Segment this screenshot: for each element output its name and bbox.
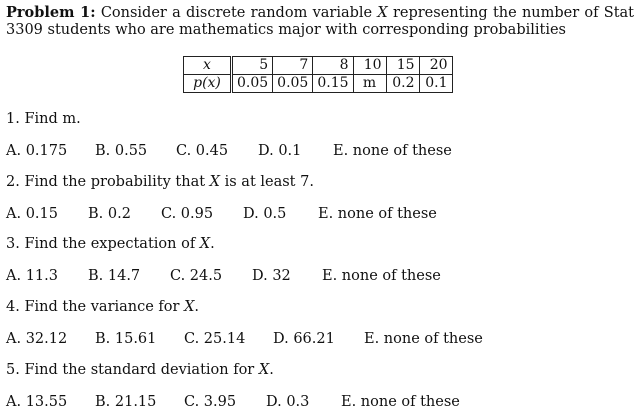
question-2-option-b: B. 0.2 — [88, 206, 131, 222]
question-4-prompt — [6, 298, 199, 316]
question-4-option-d: D. 66.21 — [273, 331, 335, 347]
table-row-x — [184, 57, 453, 75]
question-2-prompt-text: 2. Find the probability that — [6, 174, 206, 190]
table-cell-x: 5 — [232, 57, 273, 75]
table-cell-p: 0.15 — [313, 75, 353, 93]
problem-label: Problem 1: — [6, 4, 96, 21]
question-4-option-a: A. 32.12 — [6, 331, 68, 347]
table-cell-x: 8 — [313, 57, 353, 75]
question-4-prompt-text: 4. Find the variance for — [6, 299, 180, 315]
table-cell-p: 0.05 — [273, 75, 313, 93]
question-3-prompt-end: . — [210, 236, 215, 252]
table-cell-x: 10 — [353, 57, 386, 75]
problem-variable: X — [377, 5, 388, 21]
table-cell-p: 0.05 — [232, 75, 273, 93]
question-5-option-b: B. 21.15 — [95, 394, 157, 410]
question-4-option-c: C. 25.14 — [184, 331, 246, 347]
question-4-option-b: B. 15.61 — [95, 331, 157, 347]
question-4-option-e: E. none of these — [364, 331, 483, 347]
table-cell-x: 15 — [386, 57, 419, 75]
table-header-x: x — [184, 57, 232, 75]
question-3-option-a: A. 11.3 — [6, 268, 58, 284]
question-5-option-d: D. 0.3 — [266, 394, 310, 410]
question-1-option-a: A. 0.175 — [6, 143, 68, 159]
question-3-option-b: B. 14.7 — [88, 268, 141, 284]
question-3-option-d: D. 32 — [252, 268, 291, 284]
question-2-prompt — [6, 173, 314, 191]
question-1-option-d: D. 0.1 — [258, 143, 302, 159]
question-1-option-c: C. 0.45 — [176, 143, 229, 159]
question-5-variable: X — [258, 362, 270, 378]
question-3-prompt — [6, 235, 215, 253]
question-5-prompt-text: 5. Find the standard deviation for — [6, 362, 255, 378]
problem-statement — [6, 4, 634, 39]
question-5-option-a: A. 13.55 — [6, 394, 68, 410]
problem-text-1-end: representing the number of Stat 3309 — [6, 5, 634, 38]
table-cell-x: 20 — [419, 57, 452, 75]
question-1-option-e: E. none of these — [333, 143, 452, 159]
question-3-prompt-text: 3. Find the expectation of — [6, 236, 196, 252]
question-5-prompt — [6, 361, 274, 379]
question-3-option-c: C. 24.5 — [170, 268, 223, 284]
question-4-prompt-end: . — [194, 299, 200, 315]
question-2-prompt-end: is at least 7. — [224, 174, 314, 190]
question-5-option-c: C. 3.95 — [184, 394, 237, 410]
table-header-p: p(x) — [184, 75, 232, 93]
table-cell-p: 0.2 — [386, 75, 419, 93]
problem-text-2: students who are mathematics major with corresponding probabilities — [47, 22, 566, 38]
question-2-option-e: E. none of these — [318, 206, 437, 222]
question-5-option-e: E. none of these — [341, 394, 460, 410]
question-2-variable: X — [209, 174, 220, 190]
question-1-prompt: 1. Find m. — [6, 111, 81, 127]
question-2-option-a: A. 0.15 — [6, 206, 58, 222]
table-cell-p: m — [353, 75, 386, 93]
question-1-option-b: B. 0.55 — [95, 143, 148, 159]
table-cell-p: 0.1 — [419, 75, 452, 93]
probability-table — [183, 56, 453, 93]
table-row-p — [184, 75, 453, 93]
problem-text-1: Consider a discrete random variable — [100, 5, 373, 21]
question-2-option-c: C. 0.95 — [161, 206, 214, 222]
table-cell-x: 7 — [273, 57, 313, 75]
question-5-prompt-end: . — [269, 362, 274, 378]
question-4-variable: X — [184, 299, 195, 315]
question-3-variable: X — [199, 236, 211, 252]
question-3-option-e: E. none of these — [322, 268, 441, 284]
question-2-option-d: D. 0.5 — [243, 206, 287, 222]
